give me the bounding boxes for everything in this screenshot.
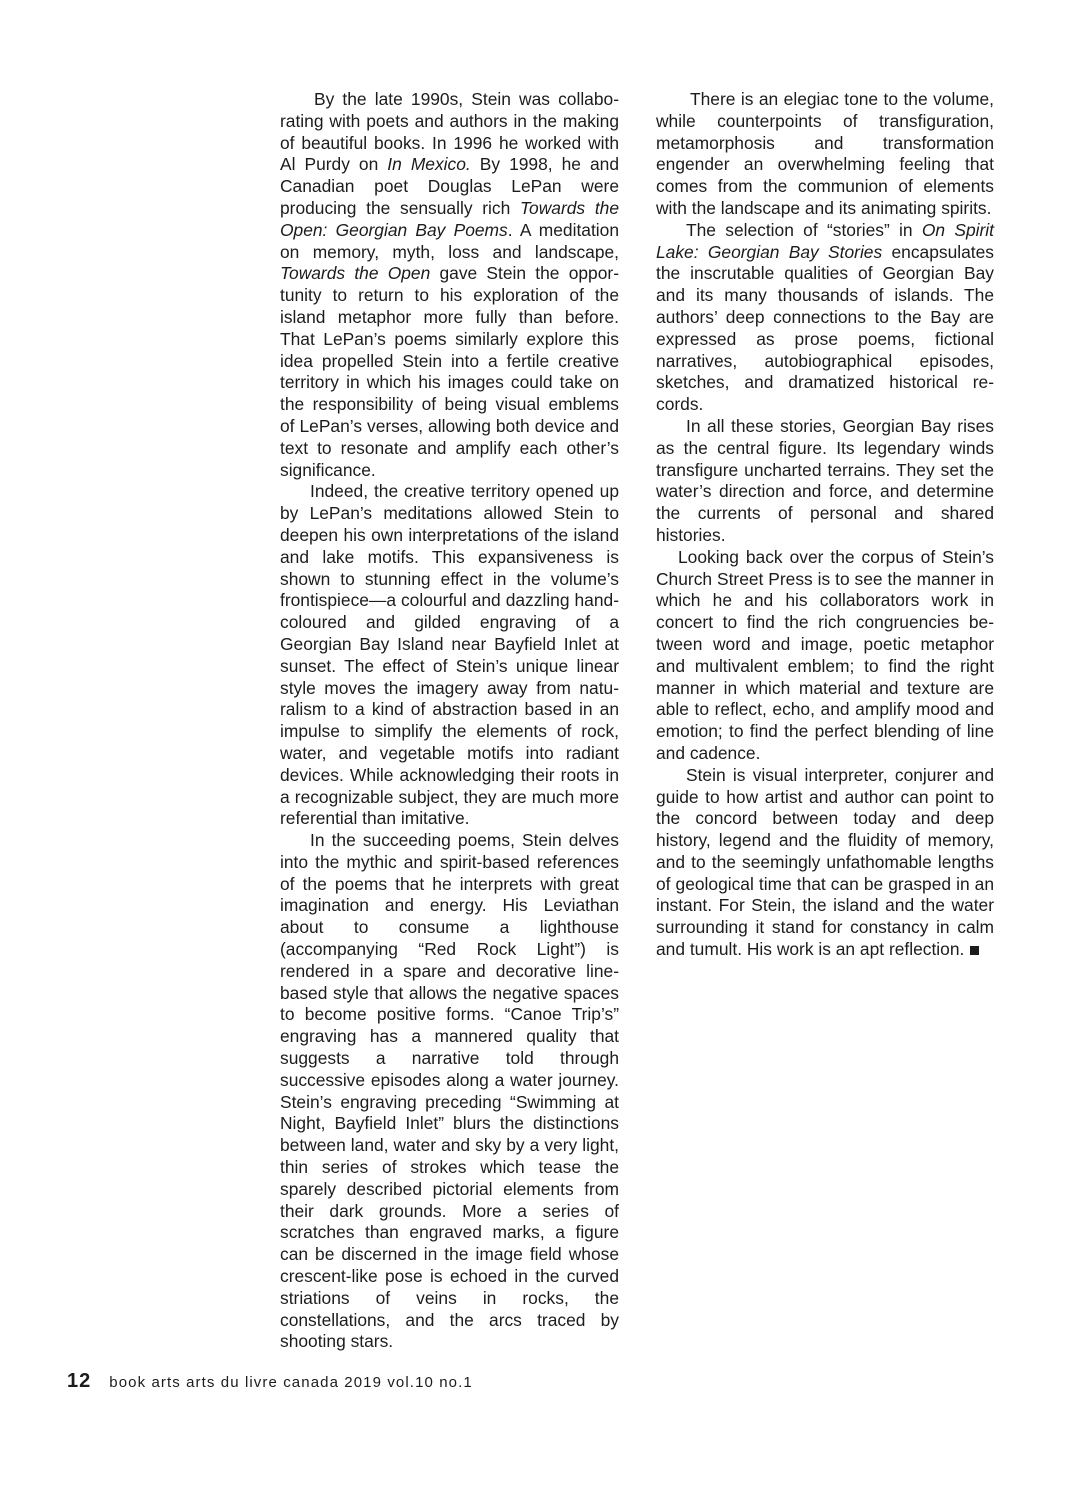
article-column-left [280,89,619,1353]
paragraph: In all these stories, Georgian Bay rises as the central figure. Its legendary winds transfigure uncharted terrains. They set the water’s direction and force, and determine the currents of personal and shared histories. [656,415,994,545]
paragraph: There is an elegiac tone to the volume, while counterpoints of transfiguration, metamorphosis and transformation engender an overwhelming feeling that comes from the communion of elements with the landscape and its animating spirits. [656,89,994,218]
end-of-article-mark [970,946,979,955]
paragraph: Indeed, the creative territory opened up by LePan’s meditations allowed Stein to deepen his own interpretations of the island and lake motifs. This expansiveness is shown to stunning effect in the volume’s frontispiece—a colourful and dazzling hand-coloured and gilded engraving of a Georgian Bay Island near Bayfield Inlet at sunset. The effect of Stein’s unique linear style moves the imagery away from naturalism to a kind of abstraction based in an impulse to simplify the elements of rock, water, and vegetable motifs into radiant devices. While acknowledging their roots in a recognizable subject, they are much more referential than imitative. [280,481,619,829]
article-column-right [656,89,994,961]
page-footer [67,1370,473,1393]
paragraph: The selection of “stories” in On Spirit Lake: Georgian Bay Stories encapsulates the inscrutable qualities of Georgian Bay and its many thousands of islands. The authors’ deep connections to the Bay are expressed as prose poems, fictional narratives, autobiographical episodes, sketches, and dramatized historical records. [656,219,994,415]
publication-line: book arts arts du livre canada 2019 vol.10 no.1 [109,1374,473,1391]
paragraph: Looking back over the corpus of Stein’s Church Street Press is to see the manner in which he and his collaborators work in concert to find the rich congruencies between word and image, poetic metaphor and multivalent emblem; to find the right manner in which material and texture are able to reflect, echo, and amplify mood and emotion; to find the perfect blending of line and cadence. [656,546,994,763]
paragraph: Stein is visual interpreter, conjurer and guide to how artist and author can point to the concord between today and deep history, legend and the fluidity of memory, and to the seemingly unfathomable lengths of geological time that can be grasped in an instant. For Stein, the island and the water surrounding it stand for constancy in calm and tumult. His work is an apt reflection. [656,764,994,960]
page-number: 12 [67,1370,92,1392]
paragraph: By the late 1990s, Stein was collaborating with poets and authors in the making of beautiful books. In 1996 he worked with Al Purdy on In Mexico. By 1998, he and Canadian poet Douglas LePan were producing the sensually rich Towards the Open: Georgian Bay Poems. A meditation on memory, myth, loss and landscape, Towards the Open gave Stein the opportunity to return to his exploration of the island metaphor more fully than before. That LePan’s poems similarly explore this idea propelled Stein into a fertile creative territory in which his images could take on the responsibility of being visual emblems of LePan’s verses, allowing both device and text to resonate and amplify each other’s significance. [280,89,620,480]
paragraph: In the succeeding poems, Stein delves into the mythic and spirit-based references of the poems that he interprets with great imagination and energy. His Leviathan about to consume a lighthouse (accompanying “Red Rock Light”) is rendered in a spare and decorative line-based style that allows the negative spaces to become positive forms. “Canoe Trip’s” engraving has a mannered quality that suggests a narrative told through successive episodes along a water journey. Stein’s engraving preceding “Swimming at Night, Bayfield Inlet” blurs the distinctions between land, water and sky by a very light, thin series of strokes which tease the sparely described pictorial elements from their dark grounds. More a series of scratches than engraved marks, a figure can be discerned in the image field whose crescent-like pose is echoed in the curved striations of veins in rocks, the constellations, and the arcs traced by shooting stars. [280,830,619,1352]
